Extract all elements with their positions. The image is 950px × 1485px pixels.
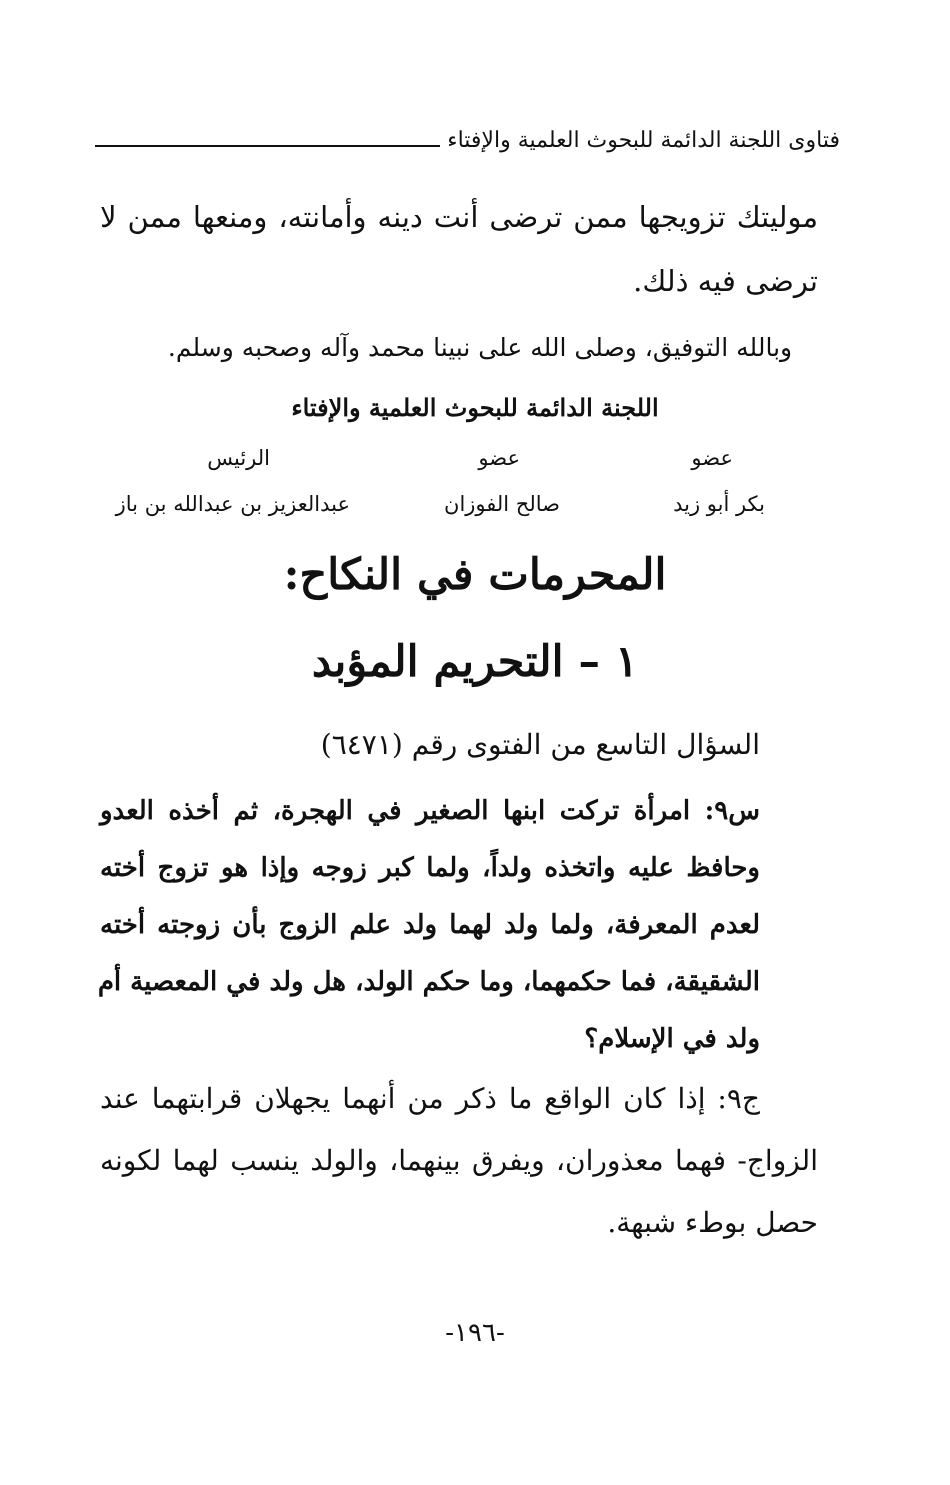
section-subtitle: ١ – التحريم المؤبد — [311, 637, 639, 687]
member-2-name: صالح الفوزان — [444, 492, 560, 516]
closing-formula: وبالله التوفيق، وصلى الله على نبينا محمد وآله وصحبه وسلم. — [167, 333, 793, 362]
member-1-role: عضو — [691, 446, 733, 470]
question-line-3: لعدم المعرفة، ولما ولد لهما ولد علم الزوج بأن زوجته أخته — [100, 910, 760, 940]
member-1-name: بكر أبو زيد — [673, 492, 765, 516]
running-header — [95, 128, 840, 164]
header-title: فتاوى اللجنة الدائمة للبحوث العلمية والإفتاء — [447, 128, 840, 153]
intro-line-1: موليتك تزويجها ممن ترضى أنت دينه وأمانته، ومنعها ممن لا — [100, 200, 818, 234]
header-rule — [95, 145, 440, 147]
question-line-2: وحافظ عليه واتخذه ولداً، ولما كبر زوجه وإذا هو تزوج أخته — [100, 853, 760, 883]
question-line-4: الشقيقة، فما حكمهما، وما حكم الولد، هل ولد في المعصية أم — [97, 967, 760, 997]
member-3-name: عبدالعزيز بن عبدالله بن باز — [115, 492, 350, 516]
question-line-5: ولد في الإسلام؟ — [584, 1024, 760, 1054]
member-2-role: عضو — [478, 446, 520, 470]
page-number: -١٩٦- — [445, 1318, 505, 1348]
fatwa-reference: السؤال التاسع من الفتوى رقم (٦٤٧١) — [320, 728, 760, 761]
question-line-1: س٩: امرأة تركت ابنها الصغير في الهجرة، ثم أخذه العدو — [100, 796, 760, 826]
committee-name: اللجنة الدائمة للبحوث العلمية والإفتاء — [291, 393, 659, 422]
answer-line-2: الزواج- فهما معذوران، ويفرق بينهما، والولد ينسب لهما لكونه — [100, 1144, 818, 1177]
answer-line-1: ج٩: إذا كان الواقع ما ذكر من أنهما يجهلان قرابتهما عند — [100, 1082, 760, 1115]
member-3-role: الرئيس — [207, 446, 270, 470]
intro-line-2: ترضى فيه ذلك. — [633, 264, 818, 298]
section-title: المحرمات في النكاح: — [283, 550, 667, 600]
answer-line-3: حصل بوطء شبهة. — [607, 1206, 818, 1239]
